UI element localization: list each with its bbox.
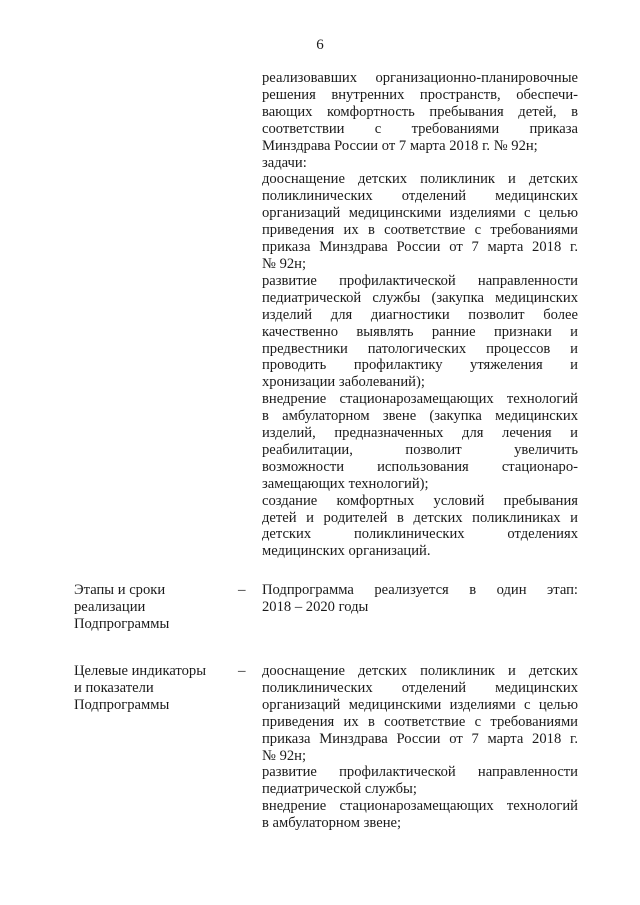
text-line: дооснащение детских поликлиник и детских (262, 171, 578, 188)
label-line: и показатели (74, 679, 154, 696)
text-line: № 92н; (262, 747, 307, 764)
text-line: детских поликлинических отделениях (262, 526, 578, 543)
text-line: № 92н; (262, 255, 307, 272)
text-line: задачи: (262, 154, 307, 171)
label-line: Подпрограммы (74, 615, 170, 632)
text-line: внедрение стационарозамещающих технологий (262, 391, 578, 408)
text-line: реализовавших организационно-планировочные (262, 70, 578, 86)
text-line: реабилитации, позволит увеличить (262, 441, 578, 458)
text-line: дооснащение детских поликлиник и детских (262, 663, 578, 679)
text-line: организаций медицинскими изделиями с целью (262, 696, 578, 713)
text-line: проводить профилактику утяжеления и (262, 357, 578, 374)
text-line: организаций медицинскими изделиями с целью (262, 205, 578, 222)
text-line: внедрение стационарозамещающих технологий (262, 798, 578, 815)
text-line: создание комфортных условий пребывания (262, 492, 578, 509)
text-line: изделий для диагностики позволит более (262, 306, 578, 323)
stages-dash: – (238, 582, 246, 598)
text-line: педиатрической службы; (262, 781, 417, 798)
text-line: приведения их в соответствие с требованиями (262, 222, 578, 239)
text-line: соответствии с требованиями приказа (262, 120, 578, 137)
program-tasks-text (262, 70, 578, 560)
text-line: 2018 – 2020 годы (262, 598, 369, 615)
text-line: в амбулаторном звене; (262, 815, 402, 832)
page-number: 6 (316, 37, 324, 53)
text-line: детей и родителей в детских поликлиниках и (262, 509, 578, 526)
text-line: предвестники патологических процессов и (262, 340, 578, 357)
label-line: реализации (74, 598, 146, 615)
text-line: качественно выявлять ранние признаки и (262, 323, 578, 340)
text-line: возможности использования стационаро- (262, 458, 578, 475)
text-line: вающих комфортность пребывания детей, в (262, 103, 578, 120)
label-line: Подпрограммы (74, 696, 170, 713)
stages-value (262, 582, 578, 616)
text-line: педиатрической службы (закупка медицинских (262, 289, 578, 306)
text-line: поликлинических отделений медицинских (262, 679, 578, 696)
text-line: Минздрава России от 7 марта 2018 г. № 92н; (262, 137, 538, 154)
text-line: хронизации заболеваний); (262, 374, 425, 391)
text-line: развитие профилактической направленности (262, 764, 578, 781)
text-line: решения внутренних пространств, обеспечи- (262, 86, 578, 103)
text-line: развитие профилактической направленности (262, 272, 578, 289)
text-line: медицинских организаций. (262, 543, 431, 560)
text-line: Подпрограмма реализуется в один этап: (262, 582, 578, 598)
text-line: приказа Минздрава России от 7 марта 2018 г. (262, 730, 578, 747)
text-line: замещающих технологий); (262, 475, 429, 492)
text-line: в амбулаторном звене (закупка медицинских (262, 408, 578, 425)
stages-label (74, 582, 224, 633)
indicators-dash: – (238, 663, 246, 679)
text-line: поликлинических отделений медицинских (262, 188, 578, 205)
indicators-value (262, 663, 578, 832)
text-line: изделий, предназначенных для лечения и (262, 425, 578, 442)
label-line: Целевые индикаторы (74, 663, 207, 679)
label-line: Этапы и сроки (74, 582, 166, 598)
text-line: приведения их в соответствие с требованиями (262, 713, 578, 730)
text-line: приказа Минздрава России от 7 марта 2018 г. (262, 239, 578, 256)
indicators-label (74, 663, 224, 714)
